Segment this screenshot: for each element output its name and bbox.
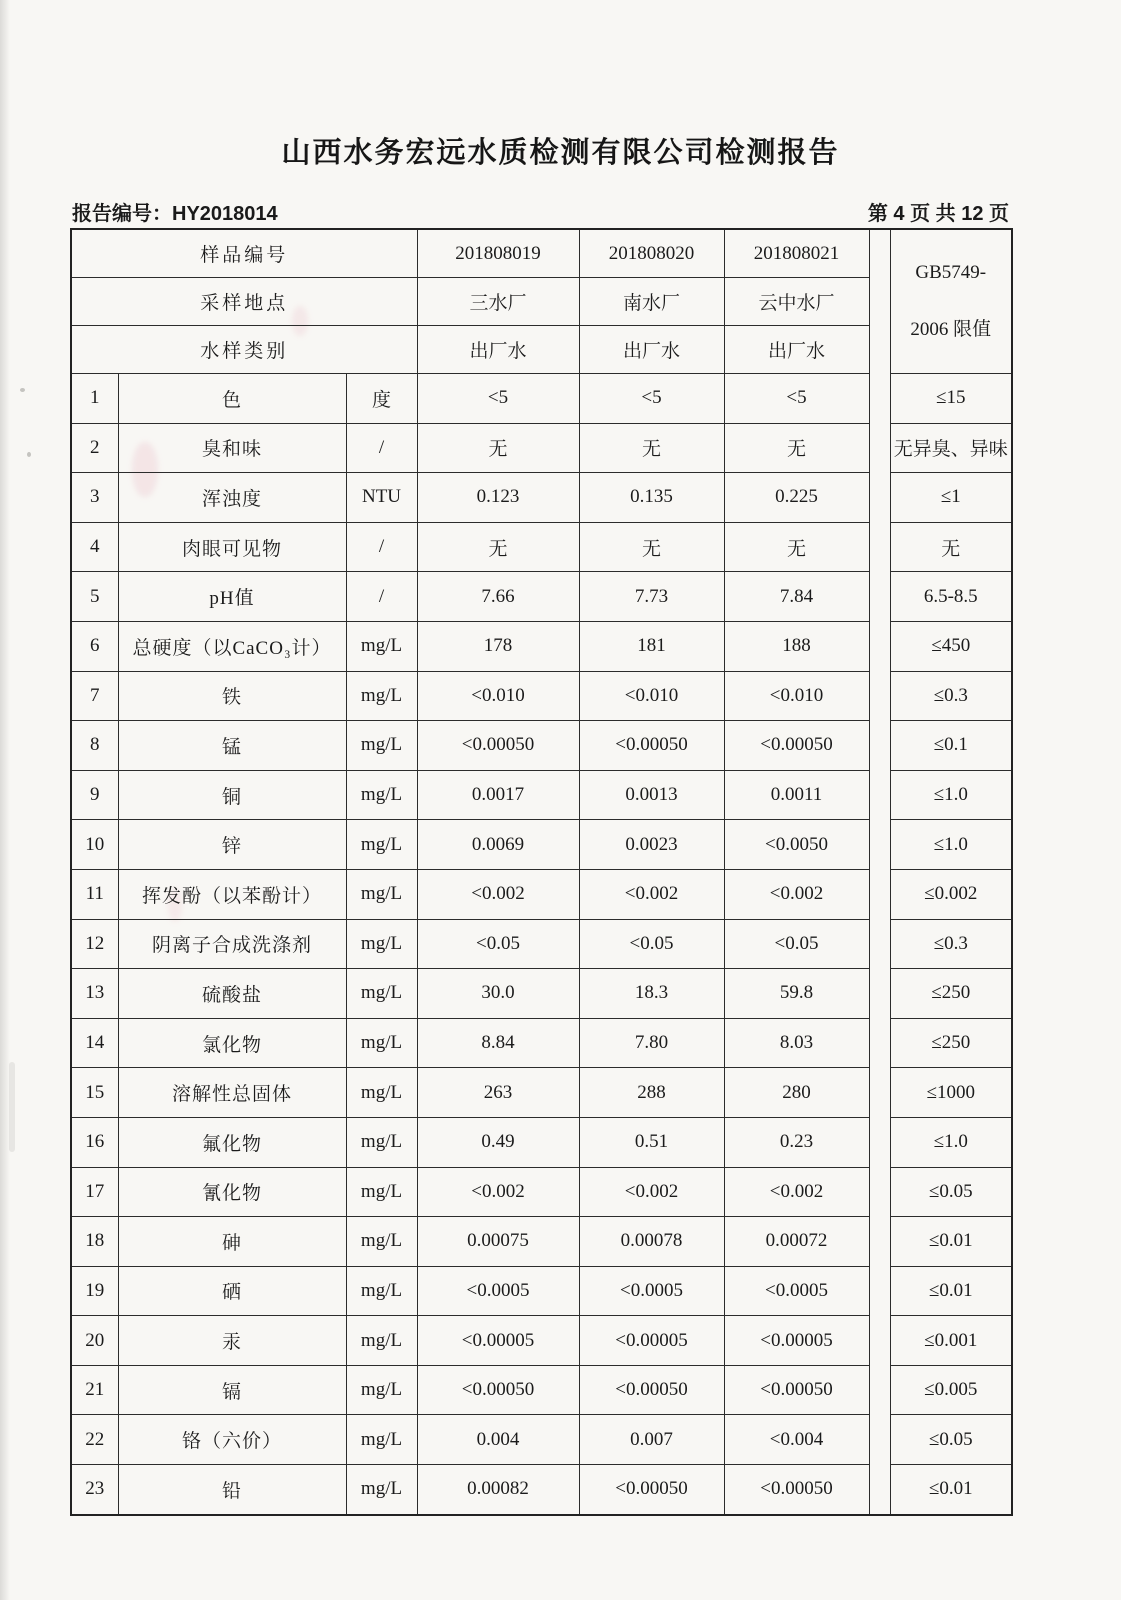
param-name-cell: 铅 (118, 1465, 346, 1515)
sample1-value-cell: 0.004 (417, 1415, 579, 1465)
unit-cell: / (346, 522, 417, 572)
sample2-value-cell: <5 (579, 374, 724, 424)
row-number-cell: 11 (71, 869, 118, 919)
document-title: 山西水务宏远水质检测有限公司检测报告 (281, 137, 840, 169)
limit-value-cell: ≤1 (890, 473, 1012, 523)
param-name-cell: 硒 (118, 1266, 346, 1316)
param-name-cell: 铬（六价） (118, 1415, 346, 1465)
sample2-value-cell: 288 (579, 1068, 724, 1118)
param-name-cell: 硫酸盐 (118, 969, 346, 1019)
scan-speck (20, 388, 25, 392)
limit-standard-line1: GB5749- (915, 261, 987, 283)
sample3-value-cell: <0.002 (724, 869, 869, 919)
limit-value-cell: ≤1.0 (890, 820, 1012, 870)
sample1-value-cell: 8.84 (417, 1018, 579, 1068)
sample1-value-cell: <0.05 (417, 919, 579, 969)
param-name-cell: 总硬度（以CaCO₃计） (118, 621, 346, 671)
param-name-cell: 氟化物 (118, 1117, 346, 1167)
unit-cell: mg/L (346, 671, 417, 721)
row-number-cell: 3 (71, 473, 118, 523)
sample3-value-cell: 0.23 (724, 1117, 869, 1167)
sample2-value-cell: <0.0005 (579, 1266, 724, 1316)
limit-value-cell: ≤0.05 (890, 1167, 1012, 1217)
row-number-cell: 8 (71, 721, 118, 771)
page-indicator: 第 4 页 共 12 页 (867, 203, 1009, 225)
sample1-value-cell: <0.002 (417, 1167, 579, 1217)
limit-value-cell: ≤0.3 (890, 919, 1012, 969)
param-name-cell: 阴离子合成洗涤剂 (118, 919, 346, 969)
sample2-value-cell: 7.73 (579, 572, 724, 622)
row-number-cell: 2 (71, 423, 118, 473)
sample3-value-cell: 无 (724, 522, 869, 572)
unit-cell: mg/L (346, 1167, 417, 1217)
sample2-value-cell: <0.002 (579, 869, 724, 919)
sample3-value-cell: <0.00050 (724, 1365, 869, 1415)
scan-edge-shadow (0, 0, 10, 1600)
row-number-cell: 15 (71, 1068, 118, 1118)
sample1-value-cell: 0.0017 (417, 770, 579, 820)
scan-speck (27, 452, 31, 457)
row-number-cell: 9 (71, 770, 118, 820)
sample3-value-cell: <0.00050 (724, 721, 869, 771)
sample3-value-cell: 7.84 (724, 572, 869, 622)
limit-value-cell: ≤0.05 (890, 1415, 1012, 1465)
unit-cell: / (346, 423, 417, 473)
param-name-cell: pH值 (118, 572, 346, 622)
param-name-cell: 氰化物 (118, 1167, 346, 1217)
water-type-cell: 出厂水 (579, 326, 724, 374)
param-name-cell: 色 (118, 374, 346, 424)
limit-value-cell: ≤250 (890, 969, 1012, 1019)
sample1-value-cell: 263 (417, 1068, 579, 1118)
sample1-value-cell: <0.0005 (417, 1266, 579, 1316)
unit-cell: mg/L (346, 1217, 417, 1267)
sample3-value-cell: <0.0050 (724, 820, 869, 870)
unit-cell: / (346, 572, 417, 622)
sample3-value-cell: <0.004 (724, 1415, 869, 1465)
limit-value-cell: ≤0.005 (890, 1365, 1012, 1415)
sample3-value-cell: <0.002 (724, 1167, 869, 1217)
sample2-value-cell: 无 (579, 423, 724, 473)
location-cell: 云中水厂 (724, 278, 869, 326)
sample-id-cell: 201808020 (579, 229, 724, 278)
limit-value-cell: ≤1.0 (890, 1117, 1012, 1167)
row-number-cell: 18 (71, 1217, 118, 1267)
location-label-cell: 采样地点 (71, 278, 417, 326)
sample1-value-cell: 178 (417, 621, 579, 671)
sample3-value-cell: <0.00005 (724, 1316, 869, 1366)
sample2-value-cell: 0.007 (579, 1415, 724, 1465)
param-name-cell: 浑浊度 (118, 473, 346, 523)
scan-speck (9, 1062, 15, 1152)
limit-value-cell: ≤0.01 (890, 1266, 1012, 1316)
unit-cell: 度 (346, 374, 417, 424)
limit-value-cell: ≤450 (890, 621, 1012, 671)
param-name-cell: 铜 (118, 770, 346, 820)
sample2-value-cell: 7.80 (579, 1018, 724, 1068)
report-number: 报告编号：HY2018014 (72, 203, 278, 225)
sample3-value-cell: 280 (724, 1068, 869, 1118)
water-quality-table (70, 228, 1013, 1516)
sample2-value-cell: <0.00050 (579, 1465, 724, 1515)
unit-cell: mg/L (346, 1068, 417, 1118)
unit-cell: mg/L (346, 1365, 417, 1415)
limit-standard-text (891, 231, 1012, 372)
sample1-value-cell: <0.00005 (417, 1316, 579, 1366)
sample3-value-cell: <0.00050 (724, 1465, 869, 1515)
param-name-cell: 锰 (118, 721, 346, 771)
row-number-cell: 4 (71, 522, 118, 572)
limit-standard-line2: 2006 限值 (910, 319, 992, 341)
param-name-cell: 臭和味 (118, 423, 346, 473)
sample1-value-cell: 0.49 (417, 1117, 579, 1167)
sample3-value-cell: 0.225 (724, 473, 869, 523)
row-number-cell: 10 (71, 820, 118, 870)
row-number-cell: 20 (71, 1316, 118, 1366)
water-type-label-cell: 水样类别 (71, 326, 417, 374)
unit-cell: mg/L (346, 1018, 417, 1068)
sample3-value-cell: 188 (724, 621, 869, 671)
row-number-cell: 19 (71, 1266, 118, 1316)
param-name-cell: 砷 (118, 1217, 346, 1267)
sample1-value-cell: 7.66 (417, 572, 579, 622)
sample3-value-cell: 0.0011 (724, 770, 869, 820)
sample2-value-cell: <0.002 (579, 1167, 724, 1217)
sample-id-cell: 201808021 (724, 229, 869, 278)
unit-cell: mg/L (346, 621, 417, 671)
limit-value-cell: ≤15 (890, 374, 1012, 424)
row-number-cell: 5 (71, 572, 118, 622)
sample2-value-cell: <0.00050 (579, 721, 724, 771)
location-cell: 南水厂 (579, 278, 724, 326)
unit-cell: mg/L (346, 820, 417, 870)
row-number-cell: 6 (71, 621, 118, 671)
sample2-value-cell: 181 (579, 621, 724, 671)
sample1-value-cell: 无 (417, 522, 579, 572)
sample3-value-cell: <5 (724, 374, 869, 424)
row-number-cell: 14 (71, 1018, 118, 1068)
sample3-value-cell: 59.8 (724, 969, 869, 1019)
sample2-value-cell: 0.0013 (579, 770, 724, 820)
limit-value-cell: 6.5-8.5 (890, 572, 1012, 622)
sample3-value-cell: <0.05 (724, 919, 869, 969)
table-body (71, 229, 1012, 1515)
location-cell: 三水厂 (417, 278, 579, 326)
row-number-cell: 1 (71, 374, 118, 424)
limit-value-cell: ≤1.0 (890, 770, 1012, 820)
unit-cell: mg/L (346, 919, 417, 969)
param-name-cell: 铁 (118, 671, 346, 721)
sample2-value-cell: <0.010 (579, 671, 724, 721)
sample2-value-cell: 0.135 (579, 473, 724, 523)
param-name-cell: 肉眼可见物 (118, 522, 346, 572)
limit-standard-header-cell (890, 229, 1012, 374)
param-name-cell: 锌 (118, 820, 346, 870)
sample2-value-cell: <0.00005 (579, 1316, 724, 1366)
sample2-value-cell: 0.51 (579, 1117, 724, 1167)
row-number-cell: 23 (71, 1465, 118, 1515)
sample2-value-cell: 无 (579, 522, 724, 572)
sample1-value-cell: 0.0069 (417, 820, 579, 870)
limit-value-cell: ≤250 (890, 1018, 1012, 1068)
limit-value-cell: 无 (890, 522, 1012, 572)
header-row-sample-id (71, 229, 1012, 278)
row-number-cell: 13 (71, 969, 118, 1019)
sample3-value-cell: 8.03 (724, 1018, 869, 1068)
limit-value-cell: ≤0.001 (890, 1316, 1012, 1366)
sample2-value-cell: 18.3 (579, 969, 724, 1019)
unit-cell: mg/L (346, 1465, 417, 1515)
unit-cell: mg/L (346, 1266, 417, 1316)
unit-cell: mg/L (346, 721, 417, 771)
limit-value-cell: ≤0.002 (890, 869, 1012, 919)
limit-value-cell: ≤0.1 (890, 721, 1012, 771)
sample1-value-cell: 30.0 (417, 969, 579, 1019)
water-type-cell: 出厂水 (417, 326, 579, 374)
unit-cell: mg/L (346, 770, 417, 820)
sample1-value-cell: <0.00050 (417, 721, 579, 771)
sample-id-label-cell: 样品编号 (71, 229, 417, 278)
row-number-cell: 21 (71, 1365, 118, 1415)
sample3-value-cell: <0.0005 (724, 1266, 869, 1316)
sample3-value-cell: 0.00072 (724, 1217, 869, 1267)
limit-value-cell: 无异臭、异味 (890, 423, 1012, 473)
unit-cell: mg/L (346, 869, 417, 919)
limit-value-cell: ≤0.01 (890, 1465, 1012, 1515)
row-number-cell: 16 (71, 1117, 118, 1167)
sample-id-cell: 201808019 (417, 229, 579, 278)
param-name-cell: 氯化物 (118, 1018, 346, 1068)
sample2-value-cell: <0.05 (579, 919, 724, 969)
unit-cell: mg/L (346, 1415, 417, 1465)
sample3-value-cell: <0.010 (724, 671, 869, 721)
limit-value-cell: ≤0.3 (890, 671, 1012, 721)
sample1-value-cell: 0.00075 (417, 1217, 579, 1267)
unit-cell: mg/L (346, 1316, 417, 1366)
sample1-value-cell: <0.010 (417, 671, 579, 721)
limit-value-cell: ≤0.01 (890, 1217, 1012, 1267)
report-meta-line (0, 197, 1121, 223)
unit-cell: mg/L (346, 1117, 417, 1167)
sample2-value-cell: 0.0023 (579, 820, 724, 870)
param-name-cell: 溶解性总固体 (118, 1068, 346, 1118)
separator-column (869, 229, 890, 1515)
sample1-value-cell: <5 (417, 374, 579, 424)
sample3-value-cell: 无 (724, 423, 869, 473)
unit-cell: mg/L (346, 969, 417, 1019)
limit-value-cell: ≤1000 (890, 1068, 1012, 1118)
row-number-cell: 22 (71, 1415, 118, 1465)
sample1-value-cell: 无 (417, 423, 579, 473)
sample1-value-cell: 0.123 (417, 473, 579, 523)
sample2-value-cell: 0.00078 (579, 1217, 724, 1267)
sample1-value-cell: <0.002 (417, 869, 579, 919)
param-name-cell: 镉 (118, 1365, 346, 1415)
row-number-cell: 7 (71, 671, 118, 721)
sample1-value-cell: 0.00082 (417, 1465, 579, 1515)
sample1-value-cell: <0.00050 (417, 1365, 579, 1415)
sample2-value-cell: <0.00050 (579, 1365, 724, 1415)
row-number-cell: 12 (71, 919, 118, 969)
param-name-cell: 挥发酚（以苯酚计） (118, 869, 346, 919)
unit-cell: NTU (346, 473, 417, 523)
water-type-cell: 出厂水 (724, 326, 869, 374)
row-number-cell: 17 (71, 1167, 118, 1217)
param-name-cell: 汞 (118, 1316, 346, 1366)
